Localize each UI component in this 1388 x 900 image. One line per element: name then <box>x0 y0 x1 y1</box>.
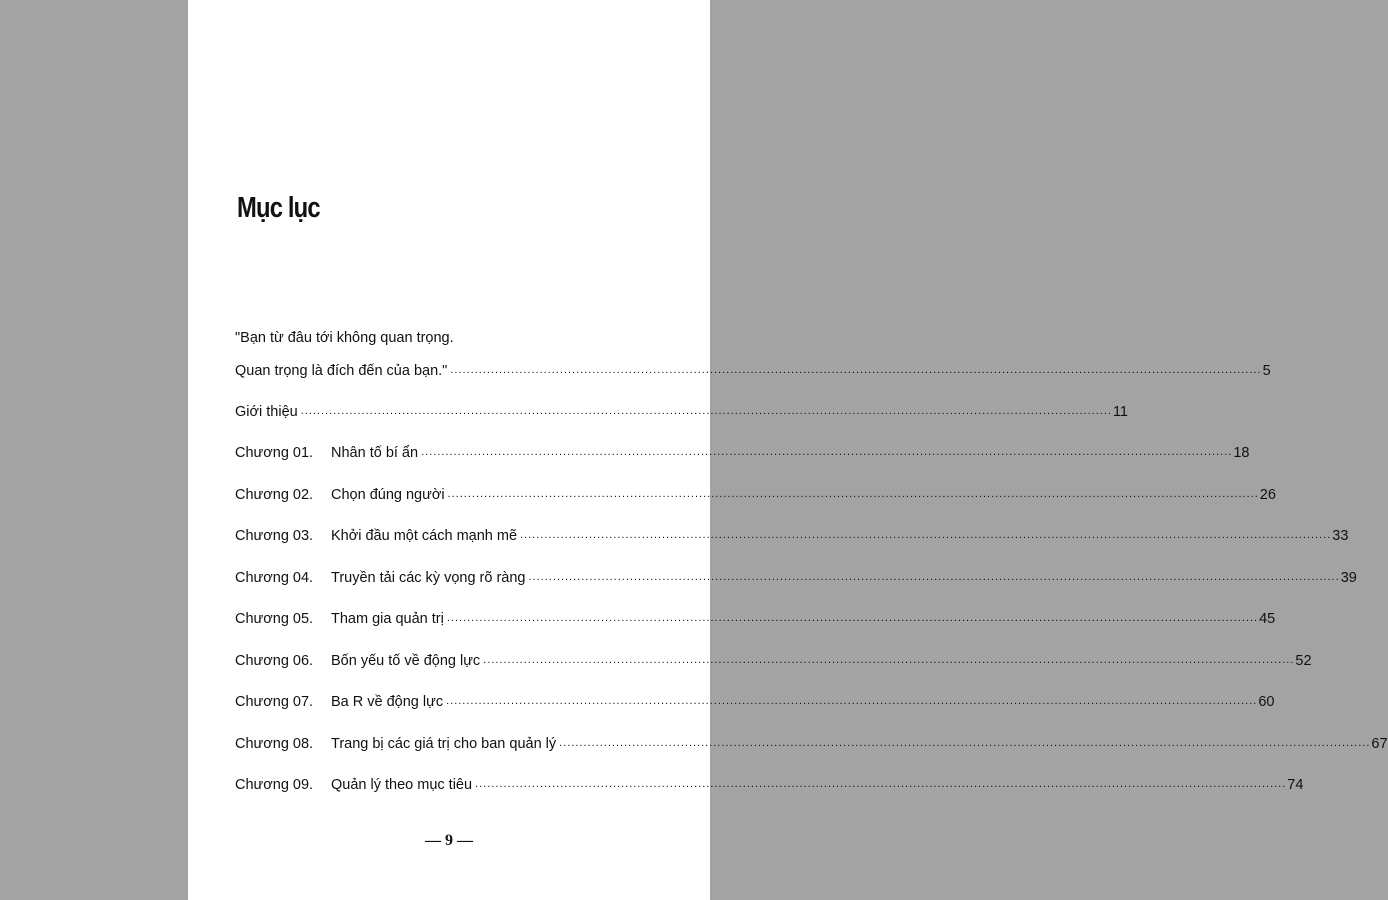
toc-page-number: 52 <box>1295 653 1312 669</box>
chapter-label: Chương 01. <box>235 445 314 461</box>
page-title: Mục lục <box>237 192 320 224</box>
toc-entry-quote <box>235 357 1271 379</box>
chapter-label: Chương 05. <box>235 611 314 627</box>
toc-page-number: 67 <box>1371 736 1388 752</box>
toc-page-number: 26 <box>1259 487 1276 503</box>
chapter-title: Bốn yếu tố về động lực <box>331 653 481 669</box>
toc-page-number: 5 <box>1262 363 1271 379</box>
toc-entry-chapter <box>235 688 1275 710</box>
dot-leader: ........................................................................................................................................................................................................ <box>559 737 1371 749</box>
dot-leader: ........................................................................................................................................................................................................ <box>447 488 1259 500</box>
chapter-label: Chương 08. <box>235 736 314 752</box>
toc-entry-intro <box>235 398 1128 420</box>
dot-leader: ........................................................................................................................................................................................................ <box>421 446 1233 458</box>
toc-page-number: 39 <box>1340 570 1357 586</box>
chapter-title: Tham gia quản trị <box>331 611 444 627</box>
page-number-footer: — 9 — <box>425 832 473 849</box>
dot-leader: ........................................................................................................................................................................................................ <box>300 405 1112 417</box>
chapter-label: Chương 04. <box>235 570 314 586</box>
toc-entry-chapter <box>235 605 1276 627</box>
toc-page-number: 18 <box>1233 445 1250 461</box>
dot-leader: ........................................................................................................................................................................................................ <box>450 364 1262 376</box>
toc-page-number: 60 <box>1258 694 1275 710</box>
toc-quote-line1: "Bạn từ đâu tới không quan trọng. <box>235 330 454 346</box>
dot-leader: ........................................................................................................................................................................................................ <box>475 778 1287 790</box>
toc-entry-text: Giới thiệu <box>235 404 298 420</box>
toc-entry-chapter <box>235 771 1304 793</box>
chapter-title: Trang bị các giá trị cho ban quản lý <box>331 736 557 752</box>
dot-leader: ........................................................................................................................................................................................................ <box>446 695 1258 707</box>
toc-entry-chapter <box>235 522 1349 544</box>
chapter-title: Khởi đầu một cách mạnh mẽ <box>331 528 518 544</box>
chapter-title: Quản lý theo mục tiêu <box>331 777 473 793</box>
book-page <box>188 0 1388 900</box>
toc-entry-chapter <box>235 481 1276 503</box>
chapter-title: Ba R về động lực <box>331 694 444 710</box>
toc-entry-chapter <box>235 730 1388 752</box>
chapter-label: Chương 06. <box>235 653 314 669</box>
toc-entry-chapter <box>235 564 1357 586</box>
chapter-title: Nhân tố bí ẩn <box>331 445 419 461</box>
chapter-label: Chương 07. <box>235 694 314 710</box>
toc-entry-chapter <box>235 647 1312 669</box>
toc-entry-text: Quan trọng là đích đến của bạn." <box>235 363 448 379</box>
toc-entry-chapter <box>235 439 1250 461</box>
chapter-label: Chương 03. <box>235 528 314 544</box>
toc-page-number: 45 <box>1259 611 1276 627</box>
chapter-label: Chương 02. <box>235 487 314 503</box>
chapter-title: Truyền tải các kỳ vọng rõ ràng <box>331 570 526 586</box>
chapter-label: Chương 09. <box>235 777 314 793</box>
dot-leader: ........................................................................................................................................................................................................ <box>520 529 1332 541</box>
dot-leader: ........................................................................................................................................................................................................ <box>528 571 1340 583</box>
toc-page-number: 33 <box>1332 528 1349 544</box>
toc-page-number: 74 <box>1287 777 1304 793</box>
chapter-title: Chọn đúng người <box>331 487 445 503</box>
dot-leader: ........................................................................................................................................................................................................ <box>483 654 1295 666</box>
dot-leader: ........................................................................................................................................................................................................ <box>446 612 1259 624</box>
toc-page-number: 11 <box>1112 404 1128 420</box>
